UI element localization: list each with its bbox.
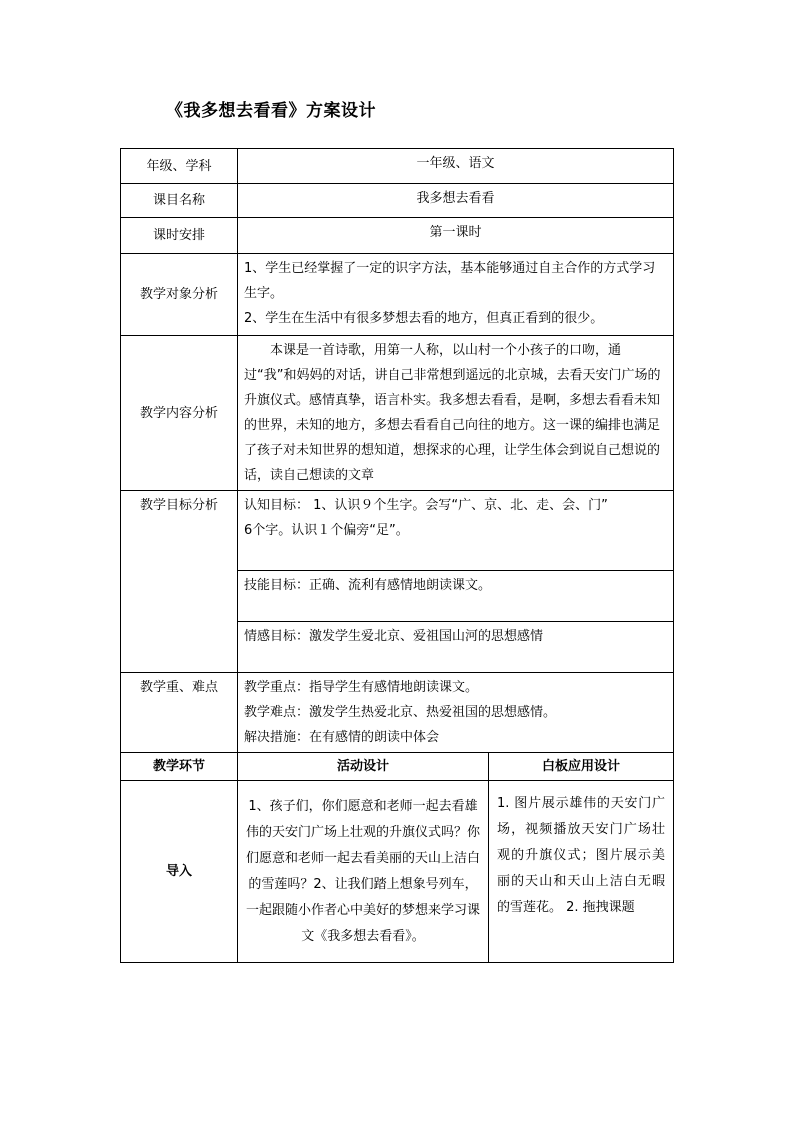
intro-activity: 1、孩子们，你们愿意和老师一起去看雄伟的天安门广场上壮观的升旗仪式吗？你们愿意和老师一起去看美丽的天山上洁白的雪莲吗？2、让我们踏上想象号列车，一起跟随小作者心中美好的梦想来学习课文《我多想去看看》。 [238,781,489,963]
row-goal-cognitive [121,491,674,571]
students-label: 教学对象分析 [121,254,238,336]
header-whiteboard-design: 白板应用设计 [489,753,674,781]
row-key-points [121,673,674,753]
goal-cognitive [238,491,674,571]
content-analysis: 本课是一首诗歌，用第一人称，以山村一个小孩子的口吻，通过“我”和妈妈的对话，讲自己非常想到遥远的北京城，去看天安门广场的升旗仪式。感情真挚，语言朴实。我多想去看看，是啊，多想去看看未知的世界，未知的地方，多想去看看自己向往的地方。这一课的编排也满足了孩子对未知世界的想知道，想探求的心理，让学生体会到说自己想说的话，读自己想读的文章 [238,336,674,491]
students-paragraph-1: 1、学生已经掌握了一定的识字方法，基本能够通过自主合作的方式学习生字。 [244,261,656,301]
row-grade [121,149,674,184]
difficult-point: 教学难点：激发学生热爱北京、热爱祖国的思想感情。 [244,705,557,720]
row-intro [121,781,674,963]
goals-label: 教学目标分析 [121,491,238,673]
goal-cognitive-line-2: 6个字。认识１个偏旁“足”。 [244,523,409,538]
hours-value: 第一课时 [238,218,674,254]
key-points [238,673,674,753]
row-content [121,336,674,491]
document-title: 《我多想去看看》方案设计 [166,101,376,121]
students-analysis [238,254,674,336]
hours-label: 课时安排 [121,218,238,254]
key-label: 教学重、难点 [121,673,238,753]
section-header-row [121,753,674,781]
goal-cognitive-line-1: 认知目标： 1、认识９个生字。会写“广、京、北、走、会、门” [244,498,608,513]
row-hours [121,218,674,254]
students-paragraph-2: 2、学生在生活中有很多梦想去看的地方，但真正看到的很少。 [244,311,604,326]
course-label: 课目名称 [121,184,238,218]
intro-whiteboard: 1. 图片展示雄伟的天安门广场，视频播放天安门广场壮观的升旗仪式；图片展示美丽的天山和天山上洁白无暇的雪莲花。 2. 拖拽课题 [489,781,674,963]
course-value: 我多想去看看 [238,184,674,218]
grade-label: 年级、学科 [121,149,238,184]
content-label: 教学内容分析 [121,336,238,491]
lesson-plan-table [120,148,674,963]
row-students [121,254,674,336]
grade-value: 一年级、语文 [238,149,674,184]
header-teaching-stage: 教学环节 [121,753,238,781]
key-point: 教学重点：指导学生有感情地朗读课文。 [244,680,479,695]
solution: 解决措施：在有感情的朗读中体会 [244,730,440,745]
intro-label: 导入 [121,781,238,963]
goal-skill: 技能目标：正确、流利有感情地朗读课文。 [238,571,674,622]
header-activity-design: 活动设计 [238,753,489,781]
goal-emotion: 情感目标：激发学生爱北京、爱祖国山河的思想感情 [238,622,674,673]
row-course [121,184,674,218]
